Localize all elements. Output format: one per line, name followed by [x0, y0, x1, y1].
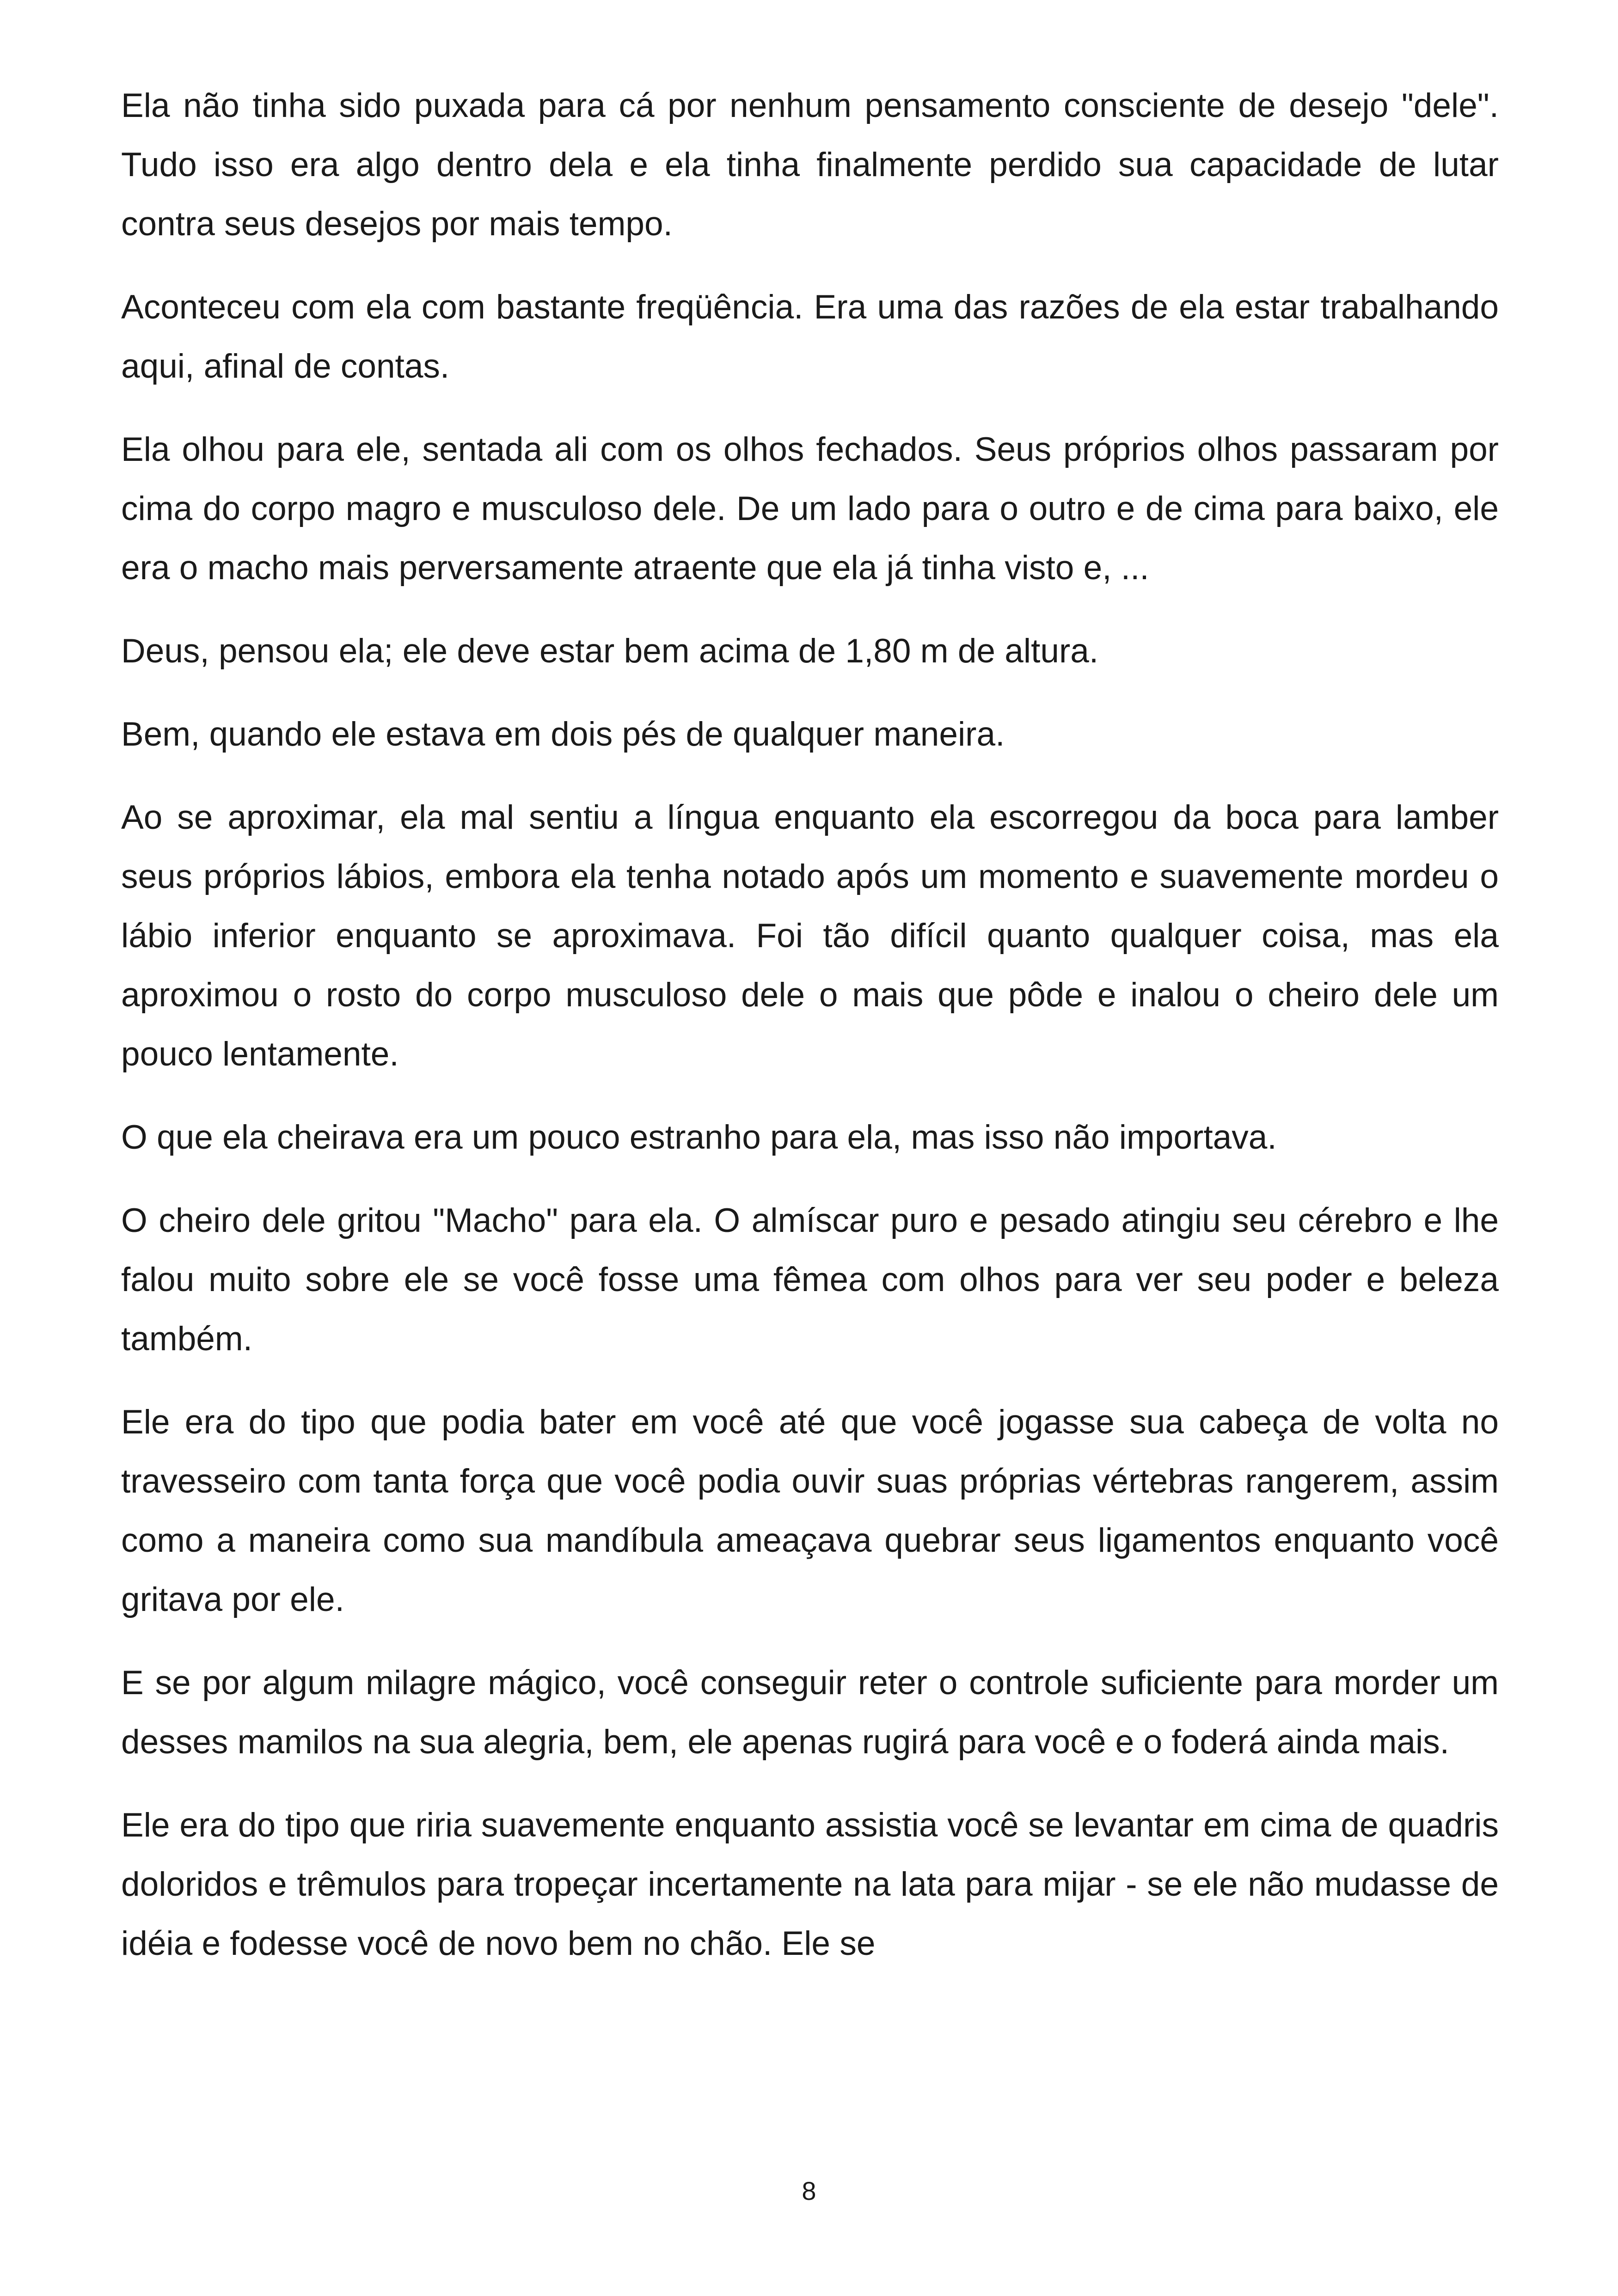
page-number: 8	[802, 2176, 816, 2205]
paragraph-10: E se por algum milagre mágico, você conseguir reter o controle suficiente para morder um desses mamilos na sua alegria, bem, ele apenas rugirá para você e o foderá ainda mais.	[121, 1664, 1499, 1761]
paragraph-11: Ele era do tipo que riria suavemente enquanto assistia você se levantar em cima de quadris doloridos e trêmulos para tropeçar incertamente na lata para mijar - se ele não mudasse de idéia e fodesse você de novo bem no chão. Ele se	[121, 1806, 1499, 1962]
paragraph-7: O que ela cheirava era um pouco estranho para ela, mas isso não importava.	[121, 1119, 1277, 1156]
paragraph-3: Ela olhou para ele, sentada ali com os olhos fechados. Seus próprios olhos passaram por cima do corpo magro e musculoso dele. De um lado para o outro e de cima para baixo, ele era o macho mais perversamente atraente que ela já tinha visto e, ...	[121, 431, 1499, 587]
paragraph-5: Bem, quando ele estava em dois pés de qualquer maneira.	[121, 716, 1005, 753]
paragraph-8: O cheiro dele gritou "Macho" para ela. O almíscar puro e pesado atingiu seu cérebro e lhe falou muito sobre ele se você fosse uma fêmea com olhos para ver seu poder e beleza também.	[121, 1202, 1499, 1358]
paragraph-1: Ela não tinha sido puxada para cá por nenhum pensamento consciente de desejo "dele". Tudo isso era algo dentro dela e ela tinha finalmente perdido sua capacidade de lutar contra seus desejos por mais tempo.	[121, 87, 1499, 243]
paragraph-4: Deus, pensou ela; ele deve estar bem acima de 1,80 m de altura.	[121, 632, 1099, 670]
paragraph-6: Ao se aproximar, ela mal sentiu a língua enquanto ela escorregou da boca para lamber seus próprios lábios, embora ela tenha notado após um momento e suavemente mordeu o lábio inferior enquanto se aproximava. Foi tão difícil quanto qualquer coisa, mas ela aproximou o rosto do corpo musculoso dele o mais que pôde e inalou o cheiro dele um pouco lentamente.	[121, 799, 1499, 1073]
paragraph-2: Aconteceu com ela com bastante freqüência. Era uma das razões de ela estar trabalhando aqui, afinal de contas.	[121, 288, 1499, 385]
paragraph-9: Ele era do tipo que podia bater em você até que você jogasse sua cabeça de volta no travesseiro com tanta força que você podia ouvir suas próprias vértebras rangerem, assim como a maneira como sua mandíbula ameaçava quebrar seus ligamentos enquanto você gritava por ele.	[121, 1403, 1499, 1618]
body-text	[121, 76, 1499, 1997]
